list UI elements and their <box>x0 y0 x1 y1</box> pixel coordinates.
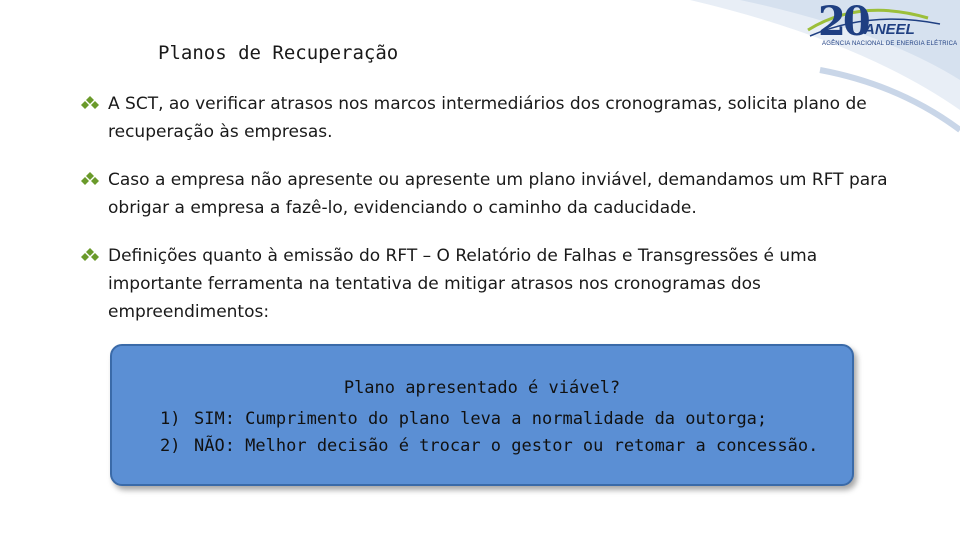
decision-item-number: 2) <box>160 436 181 456</box>
bullet-item <box>80 166 900 222</box>
decision-heading: Plano apresentado é viável? <box>343 378 621 398</box>
diamond-bullet-icon <box>80 247 100 263</box>
bullet-text: Caso a empresa não apresente ou apresente um plano inviável, demandamos um RFT para obrigar a empresa a fazê-lo, evidenciando o caminho da caducidade. <box>108 170 888 218</box>
decision-item-text: NÃO: Melhor decisão é trocar o gestor ou retomar a concessão. <box>194 436 819 456</box>
logo-word: ANEEL <box>864 21 915 38</box>
decision-item-text: SIM: Cumprimento do plano leva a normalidade da outorga; <box>194 409 768 429</box>
bullet-text: Definições quanto à emissão do RFT – O Relatório de Falhas e Transgressões é uma importante ferramenta na tentativa de mitigar atrasos nos cronogramas dos empreendimentos: <box>108 246 818 322</box>
decision-item-number: 1) <box>160 409 181 429</box>
decision-list <box>160 406 818 460</box>
diamond-bullet-icon <box>80 95 100 111</box>
bullet-list <box>80 90 900 346</box>
bullet-item <box>80 90 900 146</box>
bullet-item <box>80 242 900 326</box>
aneel-logo <box>800 0 958 60</box>
page-title: Planos de Recuperação <box>158 42 399 64</box>
logo-subtitle: AGÊNCIA NACIONAL DE ENERGIA ELÉTRICA <box>822 41 958 47</box>
decision-box <box>110 344 854 486</box>
decision-item <box>160 433 818 460</box>
diamond-bullet-icon <box>80 171 100 187</box>
bullet-text: A SCT, ao verificar atrasos nos marcos intermediários dos cronogramas, solicita plano de recuperação às empresas. <box>108 94 867 142</box>
logo-numeral: 20 <box>818 0 868 45</box>
decision-item <box>160 406 818 433</box>
